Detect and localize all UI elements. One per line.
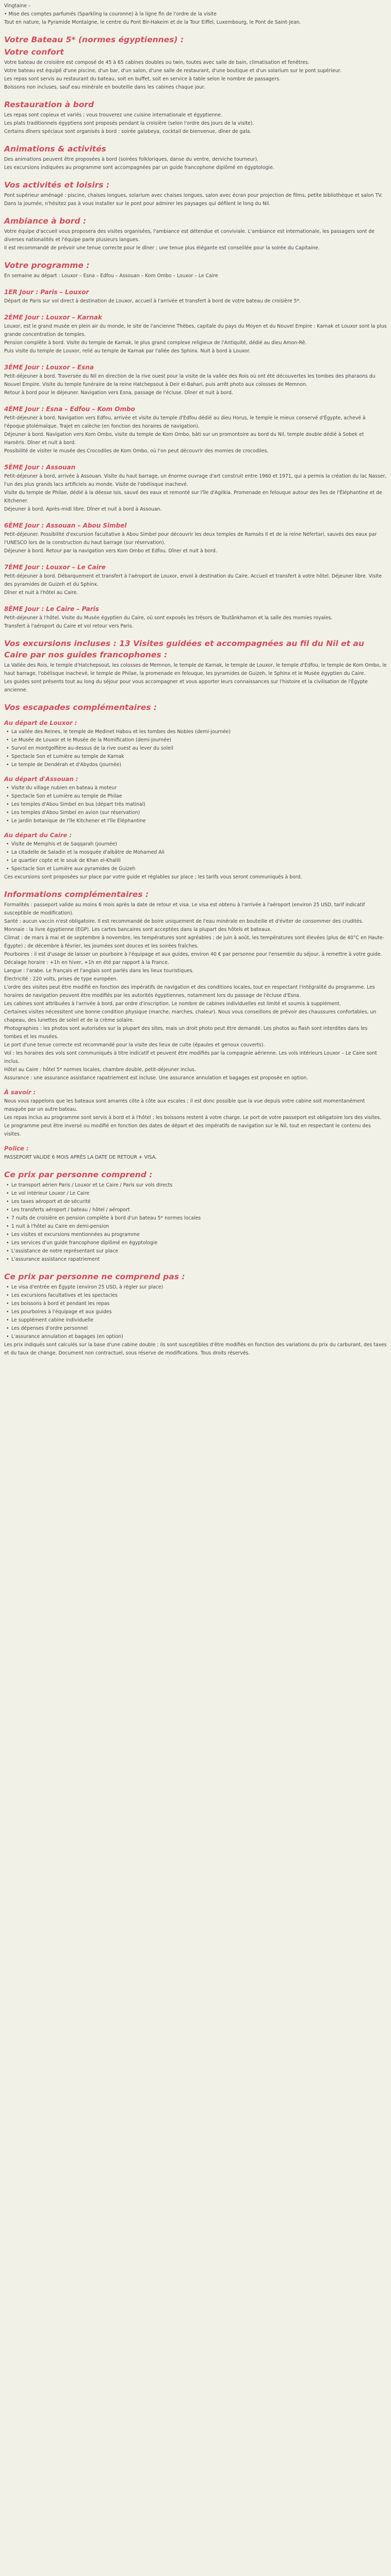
paragraph: Petit-déjeuner. Possibilité d'excursion facultative à Abou Simbel pour découvrir les deux temples de Ramsès II et de la reine Néfertari, sauvés des eaux par l'UNESCO lors de la construction du haut barrage (sur réservation). <box>4 532 377 546</box>
paragraph: Formalités : passeport valide au moins 6 mois après la date de retour et visa. Le visa est obtenu à l'arrivée à l'aéroport (environ 25 USD, tarif indicatif susceptible de modification). <box>4 902 365 916</box>
paragraph: En semaine au départ : Louxor – Esna – Edfou – Assouan – Kom Ombo – Louxor – Le Caire <box>4 273 218 279</box>
paragraph: Certains dîners spéciaux sont organisés à bord : soirée galabeya, cocktail de bienvenue, dîner de gala. <box>4 129 252 134</box>
sub-heading: Au départ du Caire : <box>4 832 72 839</box>
list-item: • 1 nuit à l'hôtel au Caire en demi-pension <box>11 1223 387 1231</box>
paragraph: Louxor, est le grand musée en plein air du monde, le site de l'ancienne Thèbes, capitale du pays du Moyen et du Nouvel Empire : Karnak et Louxor sont la plus grande concentration de temples. <box>4 324 387 337</box>
section-heading: Ce prix par personne ne comprend pas : <box>4 1272 185 1281</box>
day-heading: 4ÈME Jour : Esna – Edfou – Kom Ombo <box>4 405 135 413</box>
sub-heading: Police : <box>4 1145 29 1152</box>
bullet-list <box>4 784 387 825</box>
paragraph: Pension complète à bord. Visite du temple de Karnak, le plus grand complexe religieux de l'Antiquité, dédié au dieu Amon-Rê. <box>4 340 307 346</box>
paragraph: L'ordre des visites peut être modifié en fonction des impératifs de navigation et des conditions locales, tout en respectant l'intégralité du programme. Les horaires de navigation peuvent être modifiés par les autorités égyptiennes, notamment lors du passage de l'écluse d'Esna. <box>4 985 375 998</box>
paragraph: La Vallée des Rois, le temple d'Hatchepsout, les colosses de Memnon, le temple de Karnak, le temple de Louxor, le temple d'Edfou, le temple de Kom Ombo, le haut barrage, l'obélisque inachevé, le temple de Philae, la promenade en felouque, les pyramides de Guizeh, le Sphinx et le Musée égyptien du Caire. <box>4 663 387 676</box>
paragraph: Hôtel au Caire : hôtel 5* normes locales, chambre double, petit-déjeuner inclus. <box>4 1067 196 1073</box>
sub-heading: À savoir : <box>4 1089 36 1096</box>
paragraph: Pont supérieur aménagé : piscine, chaises longues, solarium avec chaises longues, salon avec écran pour projection de films, petite bibliothèque et salon TV. <box>4 193 383 198</box>
paragraph: Retour à bord pour le déjeuner. Navigation vers Esna, passage de l'écluse. Dîner et nuit à bord. <box>4 390 233 396</box>
list-item: • Le supplément cabine individuelle <box>11 1316 387 1325</box>
paragraph: Ces excursions sont proposées sur place par votre guide et réglables sur place ; les tarifs vous seront communiqués à bord. <box>4 874 302 880</box>
paragraph: Les repas sont copieux et variés ; vous trouverez une cuisine internationale et égyptienne. <box>4 112 222 118</box>
bullet-list <box>4 728 387 769</box>
section-heading: Votre confort <box>4 47 64 57</box>
list-item: • Le Musée de Louxor et le Musée de la Momification (demi-journée) <box>11 736 387 744</box>
paragraph: Votre bateau est équipé d'une piscine, d'un bar, d'un salon, d'une salle de restaurant, d'une boutique et d'un solarium sur le pont supérieur. <box>4 68 341 74</box>
paragraph: Petit-déjeuner à bord. Navigation vers Edfou, arrivée et visite du temple d'Edfou dédié au dieu Horus, le temple le mieux conservé d'Égypte, achevé à l'époque ptolémaïque. Trajet en calèche (en fonction des horaires de navigation). <box>4 415 366 429</box>
list-item: • Survol en montgolfière au-dessus de la rive ouest au lever du soleil <box>11 744 387 753</box>
paragraph: Les repas inclus au programme sont servis à bord et à l'hôtel ; les boissons restent à votre charge. Le port de votre passeport est obligatoire lors des visites. <box>4 1115 382 1121</box>
sub-heading: Au départ de Louxor : <box>4 719 77 726</box>
list-item: • Les services d'un guide francophone diplômé en égyptologie <box>11 1239 387 1247</box>
list-item: • Les dépenses d'ordre personnel <box>11 1325 387 1333</box>
list-item: • Spectacle Son et Lumière au temple de Karnak <box>11 753 387 761</box>
paragraph: Les cabines sont attribuées à l'arrivée à bord, par ordre d'inscription. Le nombre de cabines individuelles est limité et soumis à supplément. <box>4 1001 341 1007</box>
list-item: • L'assurance assistance rapatriement <box>11 1256 387 1264</box>
paragraph: Les excursions indiquées au programme sont accompagnées par un guide francophone diplômé en égyptologie. <box>4 165 274 171</box>
paragraph: Nous vous rappelons que les bateaux sont amarrés côte à côte aux escales ; il est donc possible que la vue depuis votre cabine soit momentanément masquée par un autre bateau. <box>4 1098 365 1112</box>
paragraph: Déjeuner à bord. Après-midi libre. Dîner et nuit à bord à Assouan. <box>4 506 162 512</box>
paragraph: Boissons non incluses, sauf eau minérale en bouteille dans les cabines chaque jour. <box>4 84 205 90</box>
paragraph: Votre équipe d'accueil vous proposera des visites organisées, l'ambiance est détendue et conviviale. L'ambiance est internationale, les passagers sont de diverses nationalités et l'équipe parle plusieurs langues. <box>4 229 374 243</box>
paragraph: Le port d'une tenue correcte est recommandé pour la visite des lieux de culte (épaules et genoux couverts). <box>4 1042 265 1048</box>
bullet-list <box>4 840 387 873</box>
list-item: • Le transport aérien Paris / Louxor et Le Caire / Paris sur vols directs <box>11 1181 387 1190</box>
day-heading: 7ÈME Jour : Louxor – Le Caire <box>4 564 106 571</box>
list-item: • Le visa d'entrée en Égypte (environ 25 USD, à régler sur place) <box>11 1283 387 1292</box>
paragraph: Petit-déjeuner à bord. Débarquement et transfert à l'aéroport de Louxor, envol à destination du Caire. Accueil et transfert à votre hôtel. Déjeuner libre. Visite des pyramides de Guizeh et du Sphinx. <box>4 573 382 587</box>
day-heading: 1ER Jour : Paris – Louxor <box>4 289 89 296</box>
paragraph: Monnaie : la livre égyptienne (EGP). Les cartes bancaires sont acceptées dans la plupart des hôtels et bateaux. <box>4 927 272 933</box>
document-body <box>4 46 387 1358</box>
list-item: • Les boissons à bord et pendant les repas <box>11 1300 387 1308</box>
paragraph: Les prix indiqués sont calculés sur la base d'une cabine double ; ils sont susceptibles d'être modifiés en fonction des variations du prix du carburant, des taxes et du taux de change. Document non contractuel, sous réserve de modifications. Tous droits réservés. <box>4 1342 387 1356</box>
paragraph: Vol : les horaires des vols sont communiqués à titre indicatif et peuvent être modifiés par la compagnie aérienne. Les vols intérieurs Louxor – Le Caire sont inclus. <box>4 1050 377 1064</box>
list-item: • Spectacle Son et Lumière aux pyramides de Guizeh <box>11 865 387 873</box>
paragraph: Petit-déjeuner à l'hôtel. Visite du Musée égyptien du Caire, où sont exposés les trésors de Toutânkhamon et la salle des momies royales. <box>4 615 333 621</box>
section-heading: Vos escapades complémentaires : <box>4 703 157 712</box>
section-heading: Vos activités et loisirs : <box>4 180 110 190</box>
paragraph: Déjeuner à bord. Navigation vers Kom Ombo, visite du temple de Kom Ombo, bâti sur un promontoire au bord du Nil, temple double dédié à Sobek et Haroëris. Dîner et nuit à bord. <box>4 432 364 446</box>
paragraph: Puis visite du temple de Louxor, relié au temple de Karnak par l'allée des Sphinx. Nuit à bord à Louxor. <box>4 348 251 354</box>
list-item: • La citadelle de Saladin et la mosquée d'albâtre de Mohamed Ali <box>11 849 387 857</box>
header-line: Tout en nature, la Pyramide Montaigne, le centre du Pont Bir-Hakeim et de la Tour Eiffel, Luxembourg, le Pont de Saint-Jean. <box>4 20 301 25</box>
list-item: • Les transferts aéroport / bateau / hôtel / aéroport <box>11 1206 387 1214</box>
section-heading: Restauration à bord <box>4 100 94 109</box>
paragraph: Les guides sont présents tout au long du séjour pour vous accompagner et vous apporter leurs connaissances sur l'histoire et la civilisation de l'Égypte ancienne. <box>4 679 368 693</box>
list-item: • Le vol intérieur Louxor / Le Caire <box>11 1190 387 1198</box>
day-heading: 5ÈME Jour : Assouan <box>4 464 76 471</box>
list-item: • Les visites et excursions mentionnées au programme <box>11 1231 387 1239</box>
day-heading: 3ÈME Jour : Louxor – Esna <box>4 364 94 371</box>
list-item: • Visite du village nubien en bateau à moteur <box>11 784 387 792</box>
paragraph: Des animations peuvent être proposées à bord (soirées folkloriques, danse du ventre, derviche tourneur). <box>4 157 258 162</box>
header-line: • Mise des comptes parfumés (Sparkling la couronne) à la ligne fin de l'ordre de la visite <box>4 11 217 17</box>
list-item: • L'assurance annulation et bagages (en option) <box>11 1333 387 1341</box>
paragraph: Transfert à l'aéroport du Caire et vol retour vers Paris. <box>4 623 134 629</box>
bullet-list <box>4 1283 387 1341</box>
list-item: • Les temples d'Abou Simbel en avion (sur réservation) <box>11 809 387 817</box>
paragraph: Le programme peut être inversé ou modifié en fonction des dates de départ et des impératifs de navigation sur le Nil, tout en respectant le contenu des visites. <box>4 1123 371 1137</box>
paragraph: Pourboires : il est d'usage de laisser un pourboire à l'équipage et aux guides, environ 40 € par personne pour l'ensemble du séjour, à remettre à votre guide. <box>4 952 382 957</box>
paragraph: Décalage horaire : +1h en hiver, +1h en été par rapport à la France. <box>4 960 169 965</box>
paragraph: Santé : aucun vaccin n'est obligatoire. Il est recommandé de boire uniquement de l'eau minérale en bouteille et d'éviter de consommer des crudités. <box>4 919 364 924</box>
paragraph: Votre bateau de croisière est composé de 45 à 65 cabines doubles ou twin, toutes avec salle de bain, climatisation et fenêtres. <box>4 60 309 65</box>
list-item: • 7 nuits de croisière en pension complète à bord d'un bateau 5* normes locales <box>11 1214 387 1223</box>
list-item: • Le quartier copte et le souk de Khan el-Khalili <box>11 857 387 865</box>
paragraph: Dans la journée, n'hésitez pas à vous installer sur le pont pour admirer les paysages qui défilent le long du Nil. <box>4 201 271 207</box>
paragraph: Assurance : une assurance assistance rapatriement est incluse. Une assurance annulation et bagages est proposée en option. <box>4 1075 308 1081</box>
paragraph: Langue : l'arabe. Le français et l'anglais sont parlés dans les lieux touristiques. <box>4 968 194 974</box>
section-heading: Votre programme : <box>4 261 90 270</box>
list-item: • Les temples d'Abou Simbel en bus (départ très matinal) <box>11 801 387 809</box>
header-line: Vingtaine – <box>4 3 31 9</box>
list-item: • Les taxes aéroport et de sécurité <box>11 1198 387 1206</box>
paragraph: PASSEPORT VALIDE 6 MOIS APRÈS LA DATE DE RETOUR + VISA. <box>4 1155 157 1160</box>
list-item: • L'assistance de notre représentant sur place <box>11 1247 387 1256</box>
list-item: • Le temple de Dendérah et d'Abydos (journée) <box>11 761 387 769</box>
day-heading: 6ÈME Jour : Assouan – Abou Simbel <box>4 522 127 529</box>
paragraph: Électricité : 220 volts, prises de type européen. <box>4 976 118 982</box>
sub-heading: Au départ d'Assouan : <box>4 775 78 783</box>
section-heading: Animations & activités <box>4 144 106 154</box>
list-item: • Visite de Memphis et de Saqqarah (journée) <box>11 840 387 849</box>
paragraph: Déjeuner à bord. Retour par la navigation vers Kom Ombo et Edfou. Dîner et nuit à bord. <box>4 548 217 554</box>
paragraph: Dîner et nuit à l'hôtel au Caire. <box>4 590 78 596</box>
paragraph: Possibilité de visiter le musée des Crocodiles de Kom Ombo, où l'on peut découvrir des momies de crocodiles. <box>4 448 269 454</box>
bullet-list <box>4 1181 387 1264</box>
section-heading: Ambiance à bord : <box>4 216 87 226</box>
paragraph: Petit-déjeuner à bord. Traversée du Nil en direction de la rive ouest pour la visite de la vallée des Rois où ont été découvertes les tombes des pharaons du Nouvel Empire. Visite du temple funéraire de la reine Hatchepsout à Deir el-Bahari, puis arrêt photo aux colosses de Memnon. <box>4 374 376 387</box>
paragraph: Les repas sont servis au restaurant du bateau, soit en buffet, soit en service à table selon le nombre de passagers. <box>4 76 281 82</box>
day-heading: 8ÈME Jour : Le Caire – Paris <box>4 605 99 613</box>
list-item: • Les pourboires à l'équipage et aux guides <box>11 1308 387 1316</box>
day-heading: 2ÈME Jour : Louxor – Karnak <box>4 314 102 321</box>
paragraph: Visite du temple de Philae, dédié à la déesse Isis, sauvé des eaux et remonté sur l'île d'Agilkia. Promenade en felouque autour des îles de l'Éléphantine et de Kitchener. <box>4 490 382 504</box>
paragraph: Photographies : les photos sont autorisées sur la plupart des sites, mais un droit photo peut être demandé. Les photos au flash sont interdites dans les tombes et les musées. <box>4 1026 368 1040</box>
list-item: • Spectacle Son et Lumière au temple de Philae <box>11 792 387 801</box>
paragraph: Il est recommandé de prévoir une tenue correcte pour le dîner ; une tenue plus élégante est conseillée pour la soirée du Capitaine. <box>4 245 320 251</box>
paragraph: Certaines visites nécessitent une bonne condition physique (marche, marches, chaleur). Nous vous conseillons de prévoir des chaussures confortables, un chapeau, des lunettes de soleil et de la crème solaire. <box>4 1009 377 1023</box>
document-title: Votre Bateau 5* (normes égyptiennes) : <box>4 35 184 44</box>
paragraph: Les plats traditionnels égyptiens sont proposés pendant la croisière (selon l'ordre des jours de la visite). <box>4 121 254 126</box>
list-item: • Les excursions facultatives et les spectacles <box>11 1292 387 1300</box>
paragraph: Climat : de mars à mai et de septembre à novembre, les températures sont agréables ; de juin à août, les températures sont élevées (plus de 40°C en Haute-Égypte) ; de décembre à février, les journées sont douces et les soirées fraîches. <box>4 935 384 949</box>
list-item: • Le jardin botanique de l'île Kitchener et l'île Éléphantine <box>11 817 387 825</box>
section-heading: Ce prix par personne comprend : <box>4 1170 153 1179</box>
list-item: • La vallée des Reines, le temple de Medinet Habou et les tombes des Nobles (demi-journée) <box>11 728 387 736</box>
section-heading: Vos excursions incluses : 13 Visites guidées et accompagnées au fil du Nil et au Caire par nos guides francophones : <box>4 639 364 659</box>
paragraph: Petit-déjeuner à bord, arrivée à Assouan. Visite du haut barrage, un énorme ouvrage d'art construit entre 1960 et 1971, qui a permis la création du lac Nasser, l'un des plus grands lacs artificiels au monde. Visite de l'obélisque inachevé. <box>4 473 387 487</box>
section-heading: Informations complémentaires : <box>4 890 149 899</box>
paragraph: Départ de Paris sur vol direct à destination de Louxor, accueil à l'arrivée et transfert à bord de votre bateau de croisière 5*. <box>4 298 301 304</box>
